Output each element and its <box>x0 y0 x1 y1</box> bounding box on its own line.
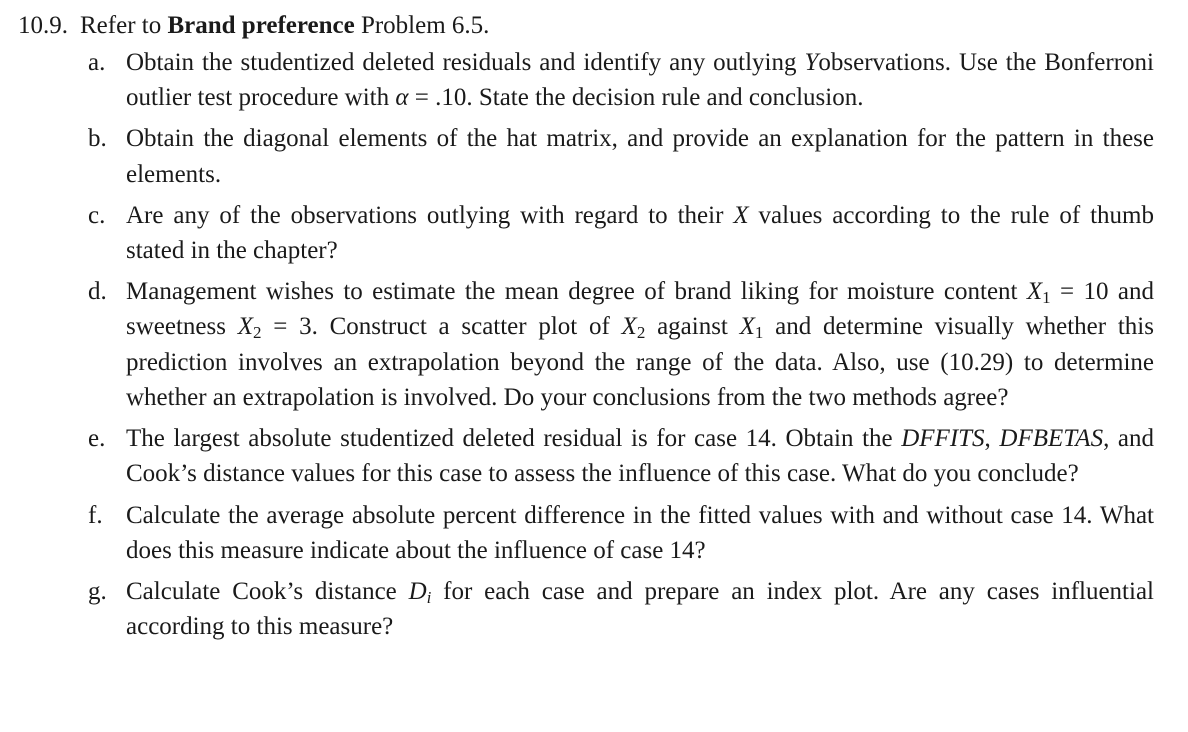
math-subscript: i <box>426 587 432 607</box>
math-term: DFFITS <box>901 425 985 453</box>
part-letter: d. <box>88 278 107 306</box>
part-letter: e. <box>88 425 106 453</box>
part-text: = .10. State the decision rule and conclusion. <box>408 84 864 112</box>
math-var: X <box>733 201 749 229</box>
part-g <box>88 574 1154 645</box>
part-c <box>88 198 1154 269</box>
math-subscript: 1 <box>754 323 764 343</box>
part-text: = 10 and sweetness <box>126 278 1154 341</box>
math-var: D <box>408 577 427 605</box>
math-var: X <box>237 313 253 341</box>
part-letter: a. <box>88 49 106 76</box>
math-var: X <box>621 313 637 341</box>
math-subscript: 2 <box>636 323 646 343</box>
part-text: , <box>984 425 1000 453</box>
part-text: Management wishes to estimate the mean degree of brand liking for moisture content <box>126 278 1027 306</box>
part-text: observations. Use the Bonferroni outlier test procedure with <box>126 49 1155 112</box>
dataset-name: Brand preference <box>167 12 355 39</box>
part-a <box>88 45 1154 116</box>
part-letter: c. <box>88 201 106 229</box>
part-letter: f. <box>88 501 103 529</box>
math-subscript: 1 <box>1042 288 1051 308</box>
problem-parts-list <box>18 45 1154 645</box>
part-text: , and Cook’s distance values for this case to assess the influence of this case. What do you conclude? <box>126 425 1155 488</box>
part-text: = 3. Construct a scatter plot of <box>261 313 622 341</box>
problem-reference: Problem 6.5. <box>360 12 490 39</box>
math-var: α <box>395 84 409 112</box>
math-var: X <box>739 313 755 341</box>
math-term: DFBETAS <box>999 425 1104 453</box>
part-text: Obtain the studentized deleted residuals and identify any outlying <box>126 49 805 76</box>
part-text: Obtain the diagonal elements of the hat matrix, and provide an explanation for the pattern in these elements. <box>126 125 1154 188</box>
part-e <box>88 421 1154 492</box>
part-text: values according to the rule of thumb stated in the chapter? <box>126 201 1154 265</box>
part-text: Calculate Cook’s distance <box>126 577 409 605</box>
part-text: The largest absolute studentized deleted residual is for case 14. Obtain the <box>126 425 902 453</box>
part-d <box>88 274 1154 415</box>
part-letter: b. <box>88 125 107 153</box>
part-text: for each case and prepare an index plot. Are any cases influential according to this measure? <box>126 577 1154 641</box>
part-f <box>88 498 1154 569</box>
part-text: against <box>645 313 740 341</box>
part-b <box>88 121 1154 192</box>
part-text: Calculate the average absolute percent difference in the fitted values with and without case 14. What does this measure indicate about the influence of case 14? <box>126 501 1154 564</box>
part-text: and determine visually whether this prediction involves an extrapolation beyond the range of the data. Also, use (10.29) to determine whether an extrapolation is involved. Do your conclusions from the two methods agree? <box>126 313 1154 412</box>
math-subscript: 2 <box>253 323 262 343</box>
problem-intro: Refer to <box>80 12 162 39</box>
part-text: Are any of the observations outlying with regard to their <box>126 201 734 229</box>
part-letter: g. <box>88 577 107 605</box>
math-var: X <box>1026 278 1043 306</box>
problem-number: 10.9. <box>18 12 68 39</box>
math-var: Y <box>804 49 819 76</box>
problem-heading <box>18 8 1154 43</box>
